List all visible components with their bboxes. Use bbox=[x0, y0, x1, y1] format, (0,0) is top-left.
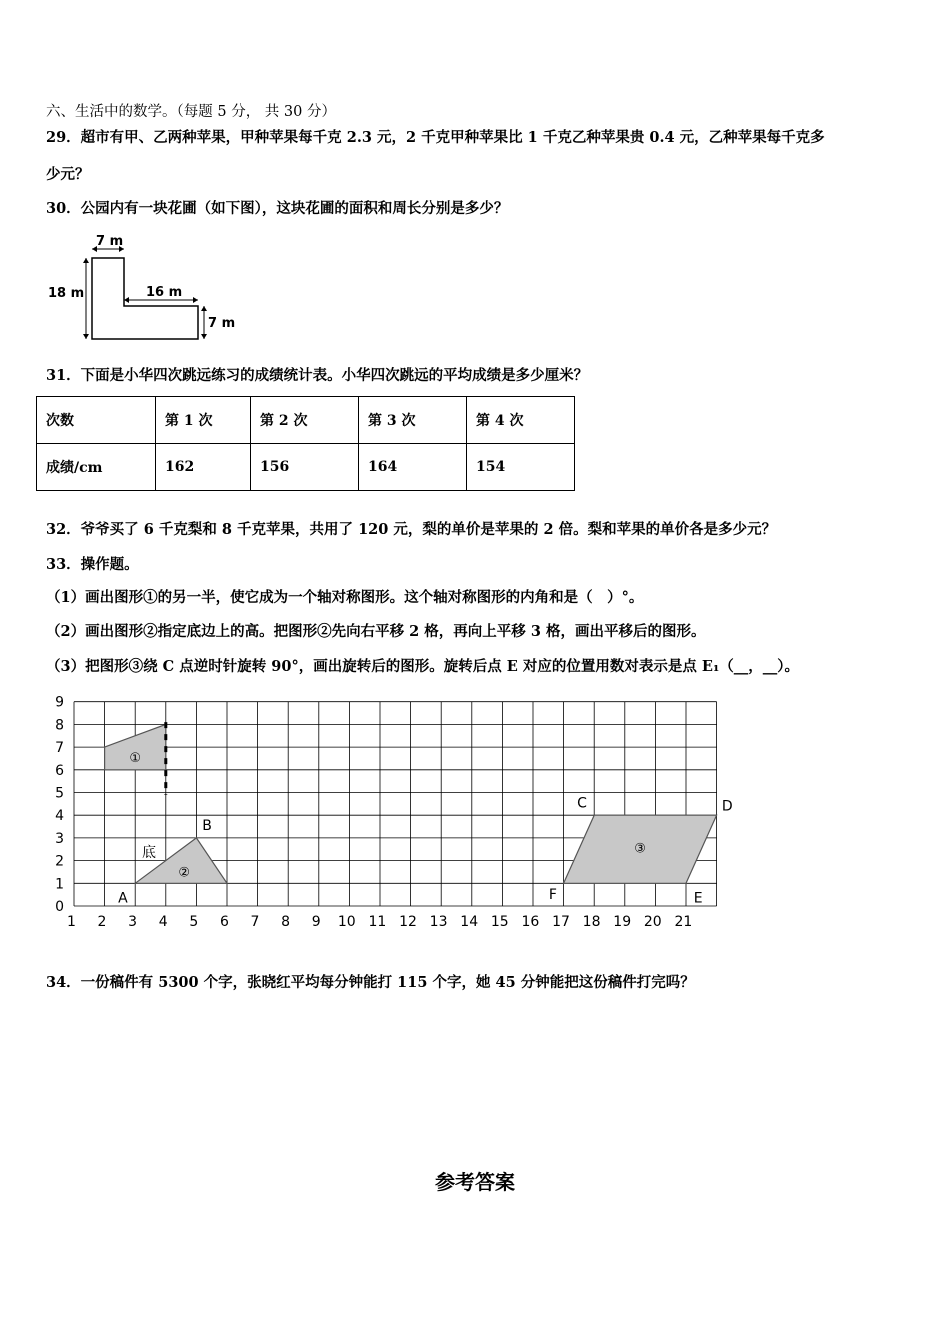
answer-section-title: 参考答案 bbox=[435, 1170, 515, 1194]
base-label: 底 bbox=[141, 845, 156, 862]
flowerbed-figure bbox=[44, 228, 244, 346]
table-cell: 成绩/cm bbox=[37, 444, 156, 491]
table-cell: 第 2 次 bbox=[251, 397, 359, 444]
question-33: 33．操作题。 bbox=[46, 556, 139, 573]
table-cell: 156 bbox=[251, 444, 359, 491]
x-axis-label: 20 bbox=[643, 914, 662, 930]
shape-2-label: ② bbox=[178, 865, 190, 881]
y-axis-label: 4 bbox=[55, 808, 64, 825]
x-axis-label: 15 bbox=[490, 914, 509, 930]
question-33-part2: （2）画出图形②指定底边上的高。把图形②先向右平移 2 格，再向上平移 3 格，画出平移后的图形。 bbox=[46, 623, 706, 640]
y-axis-label: 7 bbox=[55, 740, 64, 757]
point-label-d: D bbox=[721, 798, 733, 815]
x-axis-label: 6 bbox=[219, 914, 229, 930]
point-label-b: B bbox=[202, 817, 212, 834]
y-axis-label: 2 bbox=[55, 853, 64, 870]
question-32: 32．爷爷买了 6 千克梨和 8 千克苹果，共用了 120 元，梨的单价是苹果的 2 倍。梨和苹果的单价各是多少元？ bbox=[46, 521, 777, 538]
y-axis-label: 0 bbox=[55, 899, 64, 915]
x-axis-label: 1 bbox=[66, 914, 76, 930]
y-axis-label: 8 bbox=[55, 717, 64, 734]
table-cell: 第 1 次 bbox=[156, 397, 251, 444]
question-30: 30．公园内有一块花圃（如下图），这块花圃的面积和周长分别是多少？ bbox=[46, 200, 509, 217]
table-row bbox=[37, 444, 575, 491]
question-33-part3: （3）把图形③绕 C 点逆时针旋转 90°，画出旋转后的图形。旋转后点 E 对应的位置用数对表示是点 E₁（__，__）。 bbox=[46, 658, 800, 675]
table-cell: 162 bbox=[156, 444, 251, 491]
x-axis-label: 17 bbox=[552, 914, 570, 930]
x-axis-label: 13 bbox=[429, 914, 448, 930]
label-right: 7 m bbox=[208, 316, 236, 331]
x-axis-label: 7 bbox=[250, 914, 260, 930]
section-heading: 六、生活中的数学。（每题 5 分， 共 30 分） bbox=[46, 104, 336, 120]
question-33-part1: （1）画出图形①的另一半，使它成为一个轴对称图形。这个轴对称图形的内角和是（ ）°。 bbox=[46, 589, 644, 606]
x-axis-label: 3 bbox=[128, 914, 138, 930]
y-axis-label: 6 bbox=[55, 762, 64, 779]
y-axis-label: 5 bbox=[55, 785, 64, 802]
x-axis-label: 12 bbox=[399, 914, 417, 930]
x-axis-label: 14 bbox=[460, 914, 479, 930]
point-label-f: F bbox=[548, 887, 557, 904]
x-axis-label: 9 bbox=[311, 914, 321, 930]
table-cell: 164 bbox=[359, 444, 467, 491]
label-middle: 16 m bbox=[146, 285, 183, 300]
y-axis-label: 9 bbox=[55, 694, 64, 711]
x-axis-label: 5 bbox=[189, 914, 199, 930]
question-29-line1: 29．超市有甲、乙两种苹果，甲种苹果每千克 2.3 元，2 千克甲种苹果比 1 千克乙种苹果贵 0.4 元，乙种苹果每千克多 bbox=[46, 129, 825, 146]
question-31: 31．下面是小华四次跳远练习的成绩统计表。小华四次跳远的平均成绩是多少厘米？ bbox=[46, 367, 589, 384]
coordinate-grid bbox=[0, 690, 950, 940]
question-29-line2: 少元？ bbox=[46, 166, 90, 183]
x-axis-label: 18 bbox=[582, 914, 601, 930]
y-axis-label: 1 bbox=[55, 876, 64, 893]
score-table bbox=[36, 396, 575, 491]
x-axis-label: 21 bbox=[674, 914, 693, 930]
point-label-c: C bbox=[577, 795, 587, 812]
shape-3-label: ③ bbox=[634, 841, 646, 857]
point-label-a: A bbox=[118, 890, 128, 907]
x-axis-label: 16 bbox=[521, 914, 540, 930]
x-axis-label: 4 bbox=[158, 914, 168, 930]
x-axis-label: 8 bbox=[281, 914, 291, 930]
x-axis-label: 2 bbox=[97, 914, 107, 930]
question-34: 34．一份稿件有 5300 个字，张晓红平均每分钟能打 115 个字，她 45 分钟能把这份稿件打完吗？ bbox=[46, 974, 695, 991]
table-cell: 154 bbox=[467, 444, 575, 491]
x-axis-label: 19 bbox=[613, 914, 632, 930]
table-cell: 第 3 次 bbox=[359, 397, 467, 444]
label-top: 7 m bbox=[96, 234, 124, 249]
x-axis-label: 10 bbox=[337, 914, 356, 930]
y-axis-label: 3 bbox=[55, 830, 64, 847]
table-row bbox=[37, 397, 575, 444]
table-cell: 第 4 次 bbox=[467, 397, 575, 444]
label-left: 18 m bbox=[48, 286, 85, 301]
point-label-e: E bbox=[693, 890, 703, 907]
x-axis-label: 11 bbox=[368, 914, 387, 930]
table-cell: 次数 bbox=[37, 397, 156, 444]
shape-1-label: ① bbox=[129, 750, 142, 766]
